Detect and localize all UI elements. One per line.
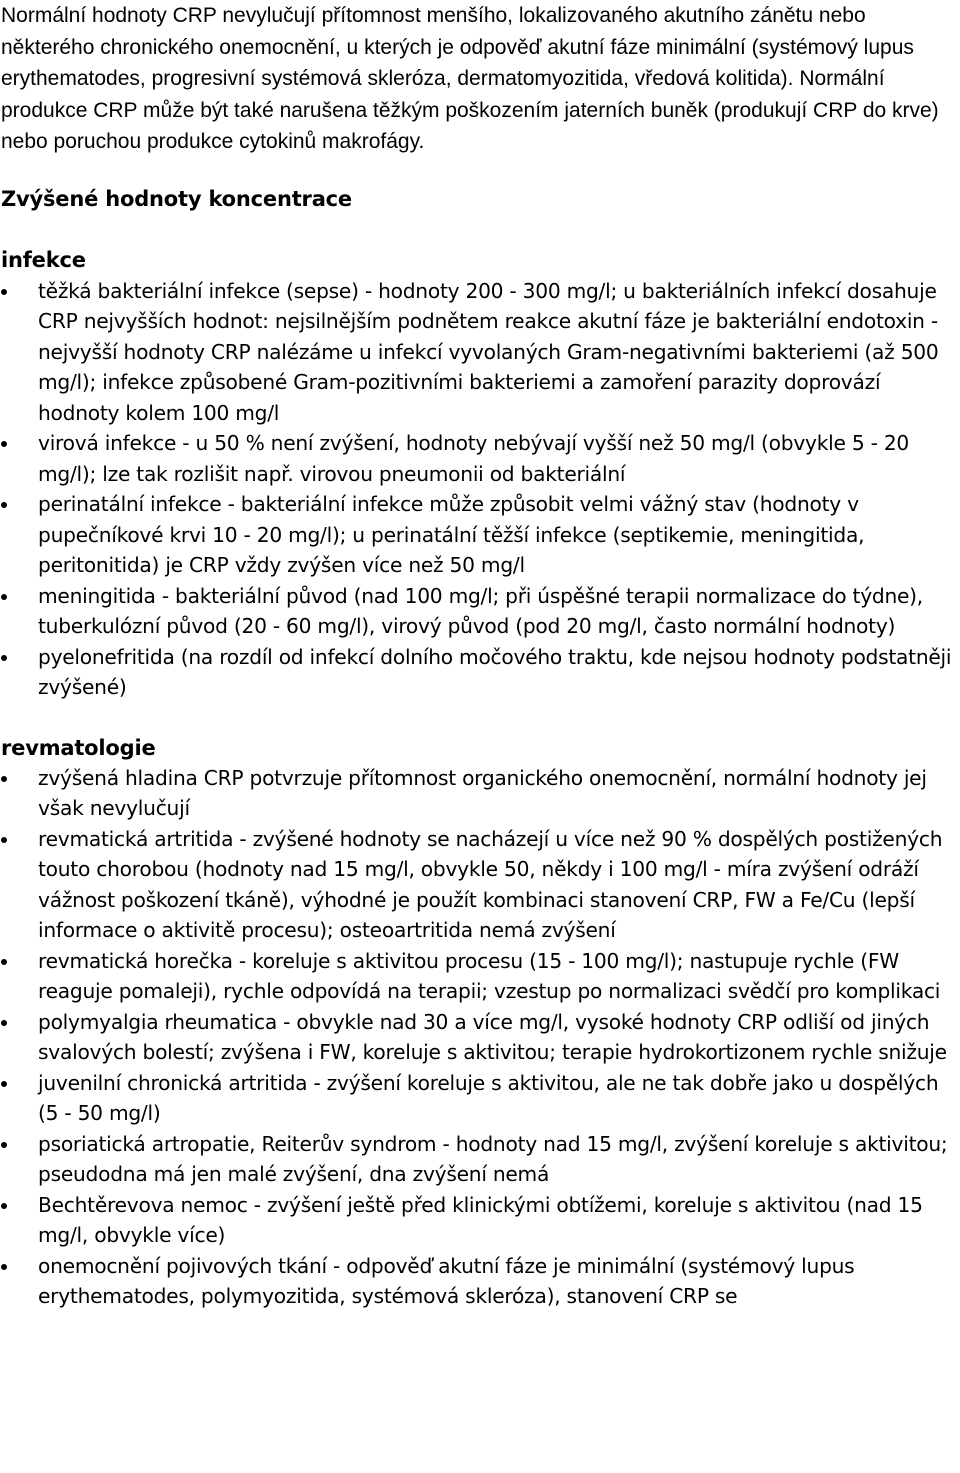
- list-item: psoriatická artropatie, Reiterův syndrom - hodnoty nad 15 mg/l, zvýšení koreluje s aktivitou; pseudodna má jen malé zvýšení, dna zvýšení nemá: [1, 1129, 956, 1190]
- list-item: zvýšená hladina CRP potvrzuje přítomnost organického onemocnění, normální hodnoty jej však nevylučují: [1, 763, 956, 824]
- list-item: pyelonefritida (na rozdíl od infekcí dolního močového traktu, kde nejsou hodnoty podstatněji zvýšené): [1, 642, 956, 703]
- list-item: meningitida - bakteriální původ (nad 100 mg/l; při úspěšné terapii normalizace do týdne), tuberkulózní původ (20 - 60 mg/l), virový původ (pod 20 mg/l, často normální hodnoty): [1, 581, 956, 642]
- intro-paragraph: Normální hodnoty CRP nevylučují přítomnost menšího, lokalizovaného akutního zánětu nebo některého chronického onemocnění, u kterých je odpověď akutní fáze minimální (systémový lupus erythematodes, progresivní systémová skleróza, dermatomyozitida, vředová kolitida). Normální produkce CRP může být také narušena těžkým poškozením jaterních buněk (produkují CRP do krve) nebo poruchou produkce cytokinů makrofágy.: [1, 4, 939, 153]
- infekce-heading: infekce: [1, 247, 86, 272]
- revmatologie-heading: revmatologie: [1, 735, 156, 760]
- revmatologie-list: [1, 763, 956, 1312]
- list-item: Bechtěrevova nemoc - zvýšení ještě před klinickými obtížemi, koreluje s aktivitou (nad 15 mg/l, obvykle více): [1, 1190, 956, 1251]
- infekce-list: [1, 276, 956, 703]
- list-item: onemocnění pojivových tkání - odpověď akutní fáze je minimální (systémový lupus erythematodes, polymyozitida, systémová skleróza), stanovení CRP se: [1, 1251, 956, 1312]
- list-item: juvenilní chronická artritida - zvýšení koreluje s aktivitou, ale ne tak dobře jako u dospělých (5 - 50 mg/l): [1, 1068, 956, 1129]
- list-item: revmatická horečka - koreluje s aktivitou procesu (15 - 100 mg/l); nastupuje rychle (FW reaguje pomaleji), rychle odpovídá na terapii; vzestup po normalizaci svědčí pro komplikaci: [1, 946, 956, 1007]
- list-item: revmatická artritida - zvýšené hodnoty se nacházejí u více než 90 % dospělých postižených touto chorobou (hodnoty nad 15 mg/l, obvykle 50, někdy i 100 mg/l - míra zvýšení odráží vážnost poškození tkáně), výhodné je použít kombinaci stanovení CRP, FW a Fe/Cu (lepší informace o aktivitě procesu); osteoartritida nemá zvýšení: [1, 824, 956, 946]
- list-item: perinatální infekce - bakteriální infekce může způsobit velmi vážný stav (hodnoty v pupečníkové krvi 10 - 20 mg/l); u perinatální těžší infekce (septikemie, meningitida, peritonitida) je CRP vždy zvýšen více než 50 mg/l: [1, 489, 956, 581]
- list-item: těžká bakteriální infekce (sepse) - hodnoty 200 - 300 mg/l; u bakteriálních infekcí dosahuje CRP nejvyšších hodnot: nejsilnějším podnětem reakce akutní fáze je bakteriální endotoxin - nejvyšší hodnoty CRP nalézáme u infekcí vyvolaných Gram-negativními bakteriemi (až 500 mg/l); infekce způsobené Gram-pozitivními bakteriemi a zamoření parazity doprovází hodnoty kolem 100 mg/l: [1, 276, 956, 429]
- list-item: polymyalgia rheumatica - obvykle nad 30 a více mg/l, vysoké hodnoty CRP odliší od jiných svalových bolestí; zvýšena i FW, koreluje s aktivitou; terapie hydrokortizonem rychle snižuje: [1, 1007, 956, 1068]
- section-title: Zvýšené hodnoty koncentrace: [1, 186, 352, 211]
- list-item: virová infekce - u 50 % není zvýšení, hodnoty nebývají vyšší než 50 mg/l (obvykle 5 - 20 mg/l); lze tak rozlišit např. virovou pneumonii od bakteriální: [1, 428, 956, 489]
